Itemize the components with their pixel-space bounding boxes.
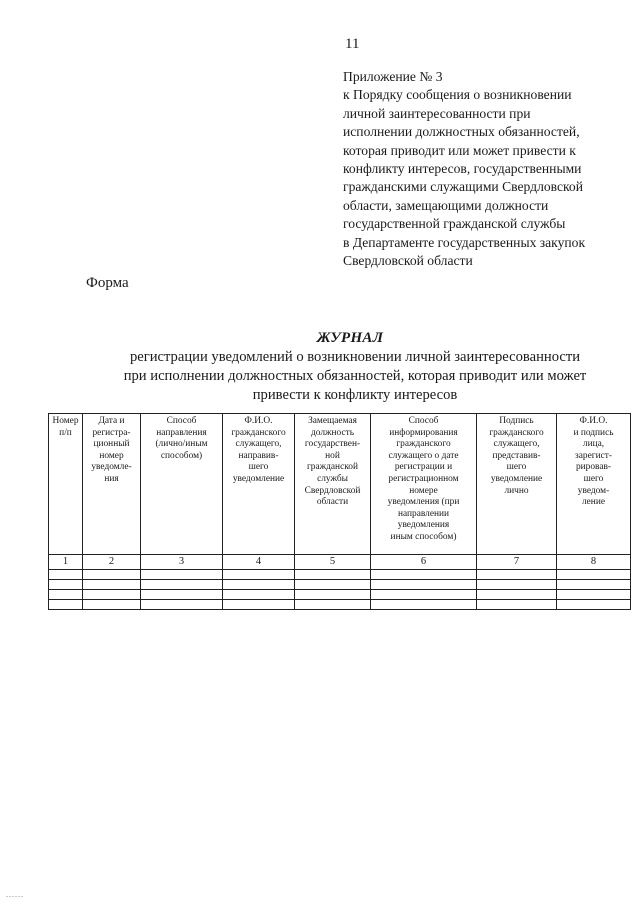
header-text-line: уведомления (397, 520, 450, 531)
header-cell-signature (477, 414, 557, 555)
header-text-line: рировав- (575, 462, 612, 473)
header-text-line: Подпись (499, 416, 534, 426)
appendix-line: гражданскими служащими Свердловской (343, 179, 584, 195)
header-text-line: иным способом) (390, 531, 457, 542)
column-number: 3 (141, 555, 223, 570)
scan-artifact-mark: ...... (6, 890, 24, 899)
header-text-line: ной (325, 450, 340, 461)
header-text-line: представив- (492, 450, 541, 461)
header-text-line: области (316, 497, 349, 508)
header-text-line: гражданской (306, 462, 359, 473)
header-text-line: Способ (166, 416, 197, 426)
appendix-line: в Департаменте государственных закупок (343, 234, 586, 250)
form-label: Форма (86, 275, 129, 291)
column-number: 5 (295, 555, 371, 570)
header-text-line: уведомления (при (387, 497, 460, 508)
appendix-line: конфликту интересов, государственными (343, 161, 582, 177)
subtitle-line: при исполнении должностных обязанностей, которая приводит или может (123, 368, 587, 384)
appendix-line: личной заинтересованности при (343, 105, 531, 121)
appendix-line: Приложение № 3 (343, 69, 443, 84)
column-number: 2 (83, 555, 141, 570)
header-text-line: Номер (52, 416, 79, 426)
header-text-line: Ф.И.О. (579, 416, 608, 426)
header-text-line: гражданского (396, 439, 451, 450)
header-text-line: лично (504, 485, 529, 496)
table-row (49, 580, 631, 590)
header-cell-date (83, 414, 141, 555)
column-number: 1 (49, 555, 83, 570)
journal-table (48, 413, 631, 610)
header-cell-sender-name (223, 414, 295, 555)
table-row (49, 590, 631, 600)
header-text-line: служащего, (493, 439, 540, 450)
header-text-line: шего (248, 462, 269, 473)
header-text-line: направлении (397, 508, 450, 519)
header-text-line: уведомление (232, 473, 285, 484)
header-text-line: способом) (160, 450, 203, 461)
header-text-line: направления (156, 427, 207, 438)
appendix-line: к Порядку сообщения о возникновении (343, 87, 572, 103)
page-number: 11 (345, 36, 360, 52)
journal-subtitle (100, 348, 610, 405)
header-text-line: Дата и (98, 416, 125, 426)
header-text-line: Свердловской (304, 485, 361, 496)
appendix-block (343, 68, 633, 270)
appendix-line: которая приводит или может привести к (343, 142, 576, 158)
header-text-line: и подпись (573, 427, 614, 438)
table-row (49, 570, 631, 580)
header-text-line: регистрационном (388, 473, 459, 484)
header-text-line: номере (409, 485, 438, 496)
column-number: 7 (477, 555, 557, 570)
header-text-line: ление (581, 497, 606, 508)
header-text-line: гражданского (231, 427, 286, 438)
table-row (49, 600, 631, 610)
header-text-line: Способ (408, 416, 439, 426)
header-text-line: регистрации и (394, 462, 453, 473)
appendix-line: Свердловской области (343, 253, 473, 269)
header-text-line: гражданского (489, 427, 544, 438)
journal-title: ЖУРНАЛ (316, 330, 384, 346)
column-number-row (49, 555, 631, 570)
header-text-line: уведомление (490, 473, 543, 484)
header-text-line: Замещаемая (308, 416, 357, 426)
header-text-line: ния (104, 473, 119, 484)
header-text-line: должность (311, 427, 354, 438)
appendix-line: исполнении должностных обязанностей, (343, 124, 580, 140)
header-text-line: служащего о дате (388, 450, 459, 461)
header-cell-number (49, 414, 83, 555)
header-row (49, 414, 631, 555)
header-text-line: уведом- (577, 485, 610, 496)
column-number: 4 (223, 555, 295, 570)
column-number: 8 (557, 555, 631, 570)
header-text-line: направив- (238, 450, 279, 461)
header-cell-position (295, 414, 371, 555)
subtitle-line: регистрации уведомлений о возникновении личной заинтересованности (129, 349, 581, 365)
header-cell-inform-method (371, 414, 477, 555)
header-text-line: п/п (59, 427, 72, 438)
header-text-line: информирования (389, 427, 458, 438)
header-text-line: государствен- (304, 439, 361, 450)
appendix-line: области, замещающими должности (343, 197, 549, 213)
header-text-line: регистра- (92, 427, 131, 438)
header-text-line: Ф.И.О. (244, 416, 273, 426)
column-number: 6 (371, 555, 477, 570)
header-text-line: уведомле- (91, 462, 132, 473)
header-text-line: шего (506, 462, 527, 473)
header-cell-method (141, 414, 223, 555)
header-text-line: номер (99, 450, 124, 461)
subtitle-line: привести к конфликту интересов (252, 387, 458, 403)
header-cell-registrar (557, 414, 631, 555)
header-text-line: (лично/иным (155, 439, 208, 450)
header-text-line: лица, (582, 439, 605, 450)
header-text-line: службы (317, 473, 348, 484)
header-text-line: зарегист- (575, 450, 612, 461)
header-text-line: служащего, (235, 439, 282, 450)
header-text-line: шего (583, 473, 604, 484)
header-text-line: ционный (93, 439, 130, 450)
appendix-line: государственной гражданской службы (343, 216, 566, 232)
